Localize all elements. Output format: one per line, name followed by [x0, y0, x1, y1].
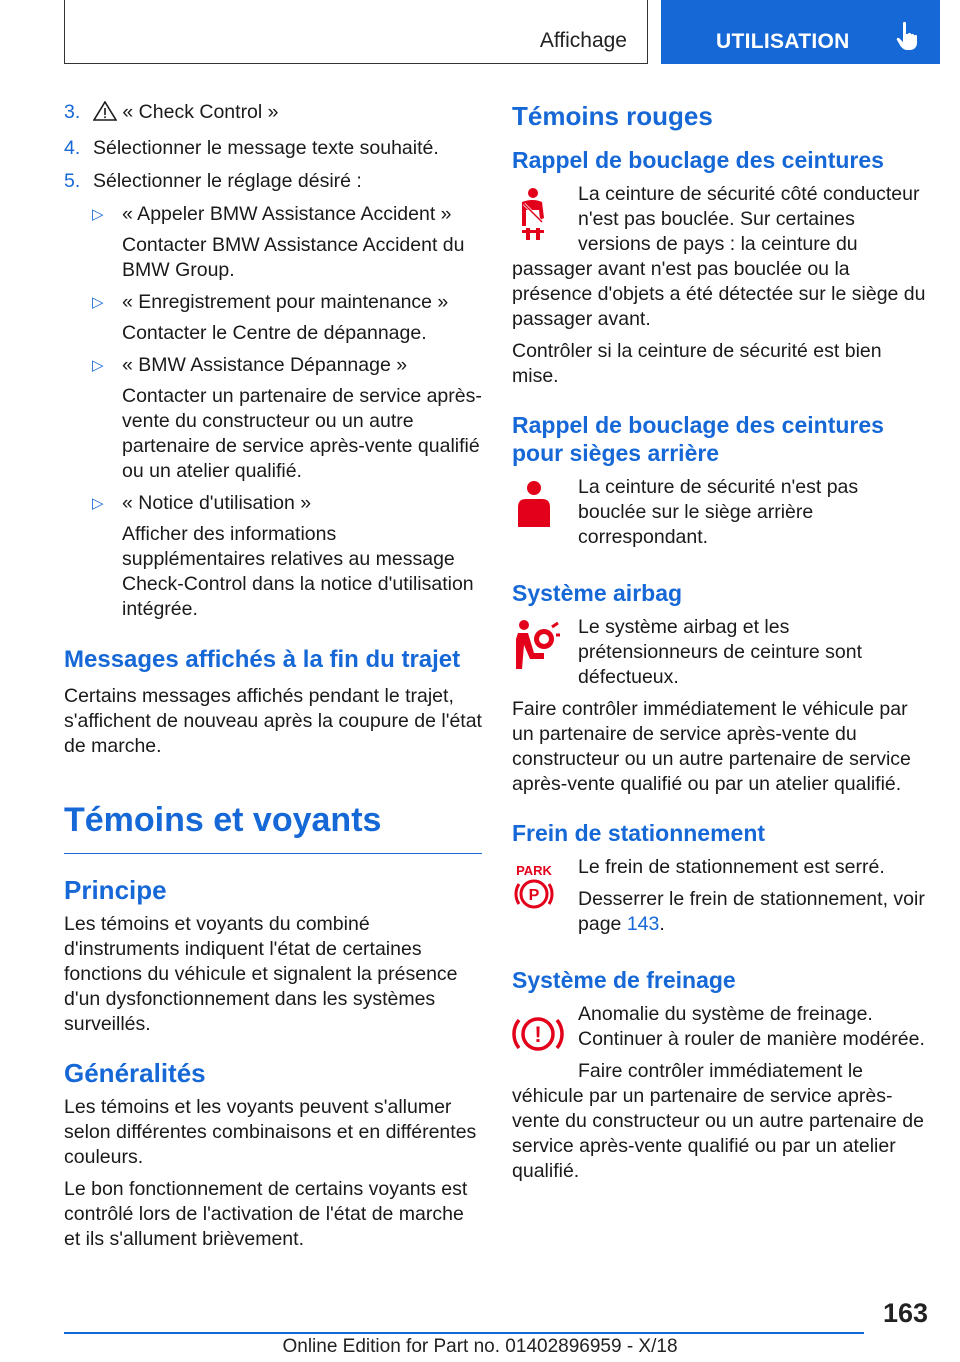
- step-text: Sélectionner le message texte souhaité.: [93, 137, 439, 159]
- airbag-heading: Système airbag: [512, 580, 683, 606]
- step-number: 3.: [64, 101, 81, 123]
- step-5: [64, 169, 482, 194]
- belt-text: La ceinture de sécurité côté conducteur n'est pas bouclée. Sur certaines versions de pays : la ceinture du passager avant n'est pas bouclée ou la présence d'objets a été détectée sur le siège du passager avant.: [512, 183, 926, 330]
- header-chapter-tab[interactable]: [661, 0, 940, 64]
- parking-brake-block: [512, 855, 928, 944]
- option-desc: Contacter BMW Assistance Accident du BMW Group.: [122, 234, 465, 281]
- brake-warning-icon: [512, 1002, 578, 1064]
- option-item: [64, 353, 482, 378]
- airbag-warning-icon: [512, 615, 578, 677]
- pointing-hand-icon: [895, 21, 921, 56]
- header-chapter-title: UTILISATION: [716, 30, 850, 53]
- brake-system-text-2: Faire contrôler immédiatement le véhicule par un partenaire de service après-vente du constructeur ou un autre partenaire de service après-vente qualifié ou par un atelier qualifié.: [512, 1060, 924, 1182]
- rear-belt-text: La ceinture de sécurité n'est pas bouclée sur le siège arrière correspondant.: [578, 476, 859, 548]
- messages-heading: Messages affichés à la fin du trajet: [64, 646, 461, 673]
- parking-brake-text-2: Desserrer le frein de stationnement, voir page 143.: [578, 888, 925, 935]
- belt-heading: Rappel de bouclage des ceintures: [512, 147, 884, 173]
- right-column: [512, 100, 928, 1191]
- rear-belt-heading: Rappel de bouclage des ceintures pour sièges arrière: [512, 412, 884, 466]
- step-3: [64, 100, 482, 128]
- step-4: [64, 136, 482, 161]
- step-number: 5.: [64, 170, 81, 192]
- brake-system-block: [512, 1002, 928, 1184]
- triangle-bullet-icon: ▷: [92, 294, 104, 311]
- warning-triangle-icon: [93, 101, 117, 128]
- generalites-text-2: Le bon fonctionnement de certains voyants est contrôlé lors de l'activation de l'état de marche et ils s'allument brièvement.: [64, 1178, 468, 1250]
- airbag-block: [512, 615, 928, 797]
- park-icon-letter: P: [528, 887, 540, 904]
- rear-belt-block: [512, 475, 928, 557]
- airbag-text-1: Le système airbag et les prétensionneurs de ceinture sont défectueux.: [578, 616, 863, 688]
- page-number: 163: [882, 1298, 928, 1328]
- header-section-title: Affichage: [539, 29, 627, 52]
- principe-text: Les témoins et voyants du combiné d'instruments indiquent l'état de certaines fonctions du véhicule et signalent la présence d'un dysfonctionnement dans les systèmes surveillés.: [64, 913, 458, 1035]
- option-item: [64, 202, 482, 227]
- messages-text: Certains messages affichés pendant le trajet, s'affichent de nouveau après la coupure de l'état de marche.: [64, 685, 482, 757]
- step-text: « Check Control »: [122, 101, 279, 123]
- left-column: [64, 100, 482, 1259]
- step-number: 4.: [64, 137, 81, 159]
- airbag-text-2: Faire contrôler immédiatement le véhicule par un partenaire de service après-vente du constructeur ou un autre partenaire de service après-vente qualifié ou par un atelier qualifié.: [512, 698, 911, 795]
- page-reference-link[interactable]: 143: [626, 913, 660, 935]
- option-item: [64, 290, 482, 315]
- option-desc: Afficher des informations supplémentaires relatives au message Check-Control dans la notice d'utilisation intégrée.: [122, 523, 474, 620]
- triangle-bullet-icon: ▷: [92, 357, 104, 374]
- parking-brake-heading: Frein de stationnement: [512, 820, 766, 846]
- triangle-bullet-icon: ▷: [92, 206, 104, 223]
- option-label: « Enregistrement pour maintenance »: [122, 291, 449, 313]
- step-text: Sélectionner le réglage désiré :: [93, 170, 362, 192]
- red-indicators-heading: Témoins rouges: [512, 101, 713, 131]
- option-label: « Notice d'utilisation »: [122, 492, 312, 514]
- option-desc: Contacter un partenaire de service après-vente du constructeur ou un autre partenaire de service après-vente qualifié ou un atelier qualifié.: [122, 385, 482, 482]
- belt-block: [512, 182, 928, 332]
- park-icon-label: PARK: [516, 863, 552, 878]
- option-label: « BMW Assistance Dépannage »: [122, 354, 408, 376]
- belt-text-2: Contrôler si la ceinture de sécurité est bien mise.: [512, 340, 882, 387]
- parking-brake-icon: [512, 855, 578, 917]
- header-section-box: [64, 0, 648, 64]
- rear-seatbelt-icon: [512, 475, 578, 537]
- option-item: [64, 491, 482, 516]
- brake-system-heading: Système de freinage: [512, 967, 736, 993]
- footer-edition: Online Edition for Part no. 01402896959 - X/18: [282, 1336, 678, 1357]
- brake-system-text-1: Anomalie du système de freinage. Continuer à rouler de manière modérée.: [578, 1003, 925, 1050]
- generalites-heading: Généralités: [64, 1058, 206, 1088]
- footer-divider: [64, 1332, 864, 1334]
- generalites-text-1: Les témoins et les voyants peuvent s'allumer selon différentes combinaisons et en différentes couleurs.: [64, 1096, 477, 1168]
- option-label: « Appeler BMW Assistance Accident »: [122, 203, 452, 225]
- principe-heading: Principe: [64, 875, 167, 905]
- parking-brake-text-1: Le frein de stationnement est serré.: [578, 856, 885, 878]
- seatbelt-warning-icon: [512, 182, 578, 244]
- brake-icon-letter: !: [534, 1022, 542, 1047]
- option-desc: Contacter le Centre de dépannage.: [122, 322, 427, 344]
- main-heading: Témoins et voyants: [64, 799, 482, 854]
- triangle-bullet-icon: ▷: [92, 495, 104, 512]
